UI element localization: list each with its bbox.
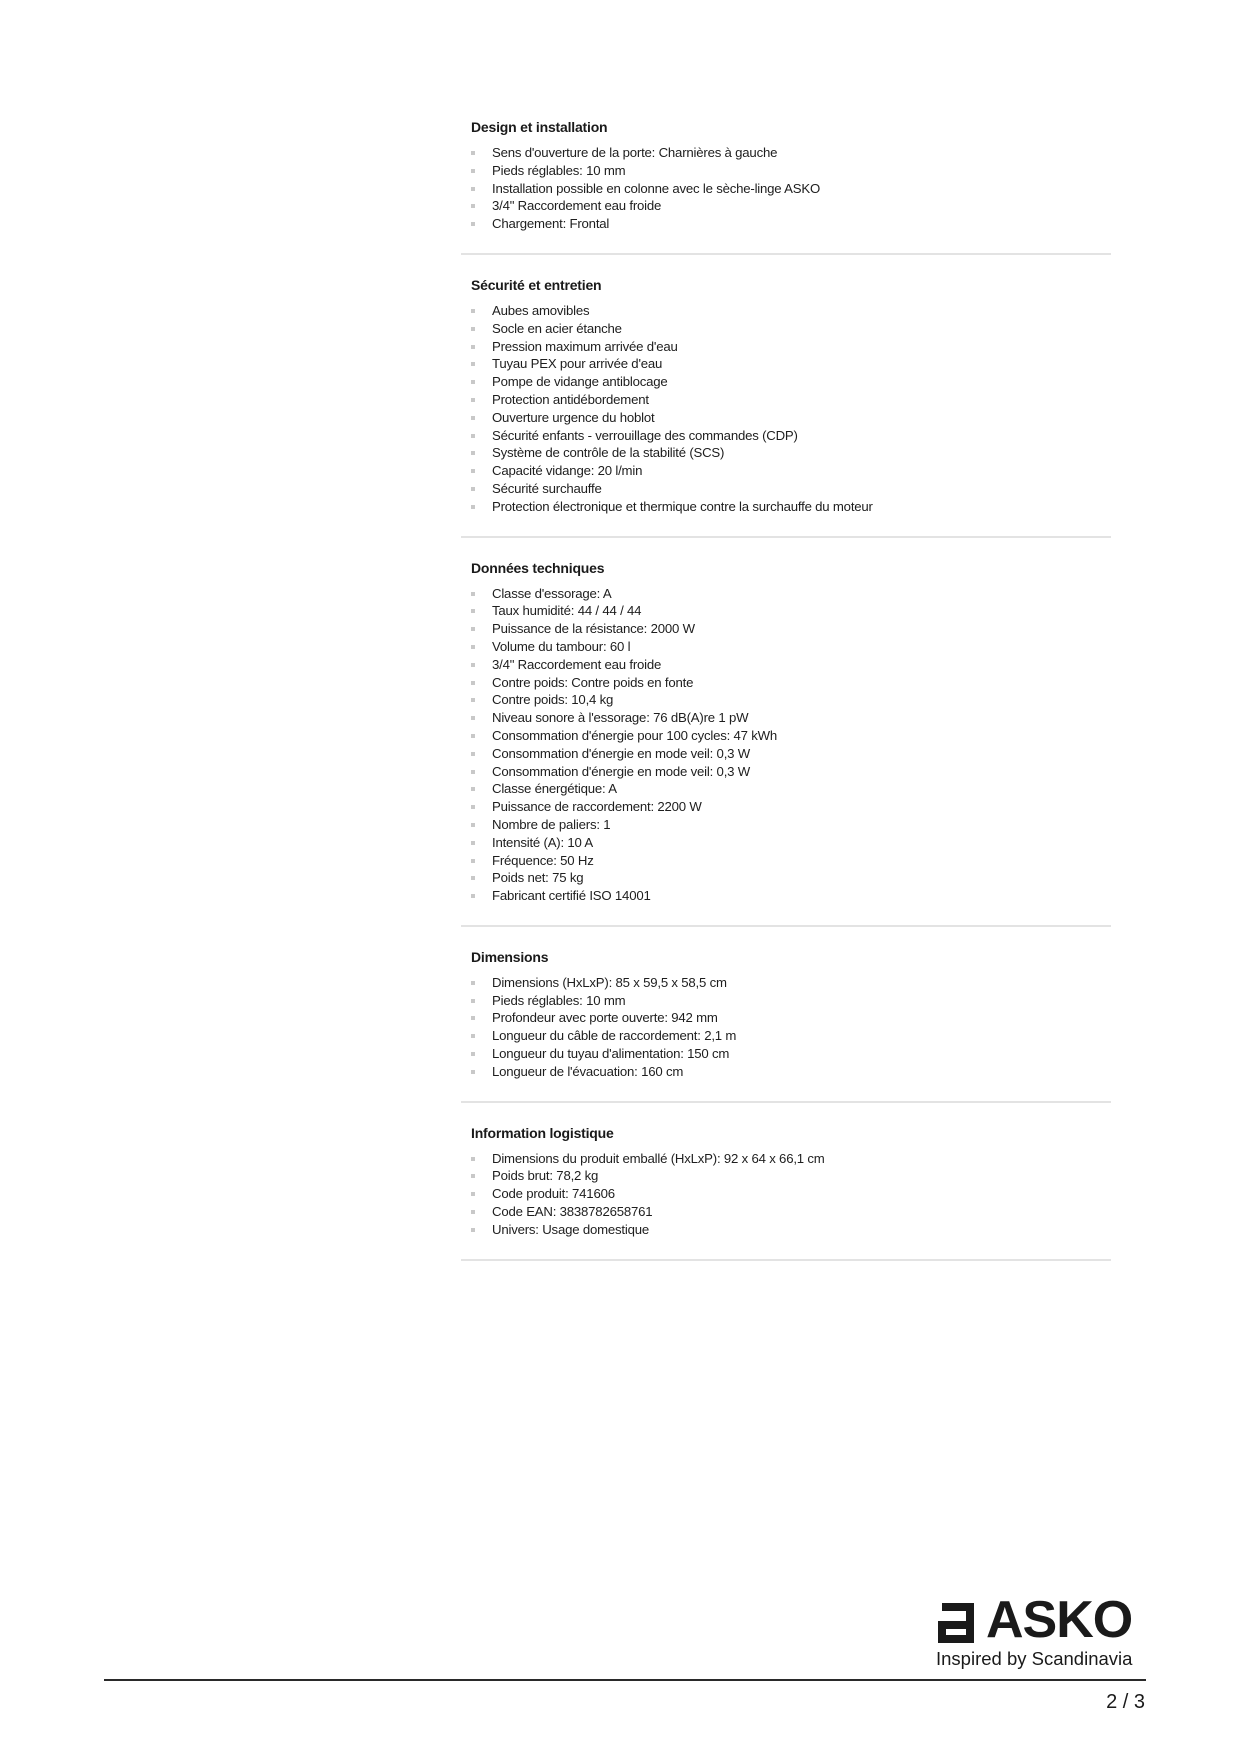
list-item xyxy=(471,1045,1111,1063)
bullet-icon xyxy=(471,645,475,649)
bullet-icon xyxy=(471,1210,475,1214)
list-item xyxy=(471,852,1111,870)
list-item-text: Installation possible en colonne avec le sèche-linge ASKO xyxy=(492,180,821,196)
list-item-text: Longueur de l'évacuation: 160 cm xyxy=(492,1063,684,1079)
list-item xyxy=(471,1063,1111,1081)
footer-divider xyxy=(104,1679,1146,1681)
spec-list xyxy=(471,974,1111,1081)
bullet-icon xyxy=(471,1052,475,1056)
list-item-text: Pression maximum arrivée d'eau xyxy=(492,338,678,354)
bullet-icon xyxy=(471,1070,475,1074)
list-item-text: Volume du tambour: 60 l xyxy=(492,638,631,654)
list-item-text: Sens d'ouverture de la porte: Charnières à gauche xyxy=(492,145,778,160)
list-item-text: Protection électronique et thermique contre la surchauffe du moteur xyxy=(492,498,873,514)
section-title: Données techniques xyxy=(471,559,605,576)
bullet-icon xyxy=(471,698,475,702)
list-item-text: Tuyau PEX pour arrivée d'eau xyxy=(492,356,663,372)
list-item xyxy=(471,798,1111,816)
list-item-text: Capacité vidange: 20 l/min xyxy=(492,463,643,479)
bullet-icon xyxy=(471,999,475,1003)
bullet-icon xyxy=(471,1016,475,1020)
bullet-icon xyxy=(471,345,475,349)
spec-section xyxy=(461,559,1111,927)
spec-section xyxy=(461,1124,1111,1261)
list-item xyxy=(471,1027,1111,1045)
list-item-text: Fabricant certifié ISO 14001 xyxy=(492,888,651,904)
list-item xyxy=(471,602,1111,620)
section-title: Dimensions xyxy=(471,948,549,965)
list-item xyxy=(471,144,1111,162)
list-item xyxy=(471,709,1111,727)
list-item xyxy=(471,656,1111,674)
bullet-icon xyxy=(471,416,475,420)
list-item xyxy=(471,444,1111,462)
spec-sections xyxy=(461,118,1111,1282)
list-item-text: Code EAN: 3838782658761 xyxy=(492,1204,653,1220)
list-item-text: Profondeur avec porte ouverte: 942 mm xyxy=(492,1010,718,1026)
list-item xyxy=(471,1009,1111,1027)
bullet-icon xyxy=(471,1228,475,1232)
list-item xyxy=(471,1167,1111,1185)
bullet-icon xyxy=(471,187,475,191)
list-item xyxy=(471,763,1111,781)
list-item-text: Univers: Usage domestique xyxy=(492,1221,649,1237)
list-item xyxy=(471,1185,1111,1203)
list-item xyxy=(471,215,1111,233)
list-item-text: Taux humidité: 44 / 44 / 44 xyxy=(492,603,642,619)
list-item xyxy=(471,1203,1111,1221)
bullet-icon xyxy=(471,204,475,208)
list-item xyxy=(471,816,1111,834)
section-title: Sécurité et entretien xyxy=(471,276,602,293)
list-item xyxy=(471,355,1111,373)
bullet-icon xyxy=(471,770,475,774)
bullet-icon xyxy=(471,841,475,845)
list-item-text: Chargement: Frontal xyxy=(492,216,610,232)
list-item-text: Système de contrôle de la stabilité (SCS) xyxy=(492,445,725,461)
bullet-icon xyxy=(471,734,475,738)
list-item xyxy=(471,480,1111,498)
list-item-text: Consommation d'énergie en mode veil: 0,3 W xyxy=(492,745,751,761)
list-item xyxy=(471,320,1111,338)
bullet-icon xyxy=(471,169,475,173)
bullet-icon xyxy=(471,1174,475,1178)
list-item xyxy=(471,197,1111,215)
list-item xyxy=(471,180,1111,198)
list-item xyxy=(471,887,1111,905)
brand-tagline: Inspired by Scandinavia xyxy=(936,1648,1133,1669)
list-item xyxy=(471,427,1111,445)
list-item xyxy=(471,638,1111,656)
list-item xyxy=(471,780,1111,798)
brand-logo xyxy=(936,1591,1146,1669)
spec-list xyxy=(471,585,1111,905)
list-item-text: Classe énergétique: A xyxy=(492,781,617,797)
list-item xyxy=(471,1221,1111,1239)
spec-list xyxy=(471,144,1111,233)
bullet-icon xyxy=(471,894,475,898)
list-item-text: Nombre de paliers: 1 xyxy=(492,816,611,832)
list-item-text: Consommation d'énergie en mode veil: 0,3 W xyxy=(492,763,751,779)
bullet-icon xyxy=(471,823,475,827)
spec-section xyxy=(461,948,1111,1103)
bullet-icon xyxy=(471,380,475,384)
list-item xyxy=(471,498,1111,516)
list-item-text: Puissance de la résistance: 2000 W xyxy=(492,621,695,637)
list-item-text: Sécurité enfants - verrouillage des commandes (CDP) xyxy=(492,427,798,443)
bullet-icon xyxy=(471,327,475,331)
list-item-text: Consommation d'énergie pour 100 cycles: 47 kWh xyxy=(492,727,778,743)
list-item-text: Protection antidébordement xyxy=(492,391,649,407)
bullet-icon xyxy=(471,434,475,438)
list-item-text: Dimensions du produit emballé (HxLxP): 92 x 64 x 66,1 cm xyxy=(492,1150,825,1166)
list-item xyxy=(471,745,1111,763)
list-item xyxy=(471,462,1111,480)
list-item xyxy=(471,674,1111,692)
list-item-text: Pompe de vidange antiblocage xyxy=(492,374,668,390)
list-item-text: Longueur du câble de raccordement: 2,1 m xyxy=(492,1028,737,1044)
bullet-icon xyxy=(471,981,475,985)
bullet-icon xyxy=(471,752,475,756)
list-item-text: Poids net: 75 kg xyxy=(492,870,584,886)
list-item xyxy=(471,162,1111,180)
bullet-icon xyxy=(471,627,475,631)
list-item-text: Socle en acier étanche xyxy=(492,320,622,336)
list-item xyxy=(471,373,1111,391)
bullet-icon xyxy=(471,222,475,226)
list-item xyxy=(471,691,1111,709)
bullet-icon xyxy=(471,716,475,720)
list-item xyxy=(471,869,1111,887)
bullet-icon xyxy=(471,1034,475,1038)
list-item-text: Code produit: 741606 xyxy=(492,1186,615,1202)
list-item-text: Pieds réglables: 10 mm xyxy=(492,162,626,178)
bullet-icon xyxy=(471,592,475,596)
list-item-text: Dimensions (HxLxP): 85 x 59,5 x 58,5 cm xyxy=(492,974,727,990)
list-item-text: Longueur du tuyau d'alimentation: 150 cm xyxy=(492,1046,730,1062)
list-item-text: Intensité (A): 10 A xyxy=(492,834,594,850)
list-item-text: Sécurité surchauffe xyxy=(492,480,602,496)
list-item xyxy=(471,620,1111,638)
section-title: Information logistique xyxy=(471,1124,614,1141)
list-item xyxy=(471,727,1111,745)
list-item-text: 3/4" Raccordement eau froide xyxy=(492,198,662,214)
brand-name: ASKO xyxy=(986,1591,1133,1649)
list-item xyxy=(471,409,1111,427)
list-item xyxy=(471,391,1111,409)
list-item-text: Classe d'essorage: A xyxy=(492,585,612,601)
spec-section xyxy=(461,276,1111,538)
bullet-icon xyxy=(471,398,475,402)
list-item-text: Aubes amovibles xyxy=(492,302,590,318)
list-item-text: Niveau sonore à l'essorage: 76 dB(A)re 1 pW xyxy=(492,710,749,726)
list-item-text: Fréquence: 50 Hz xyxy=(492,852,594,868)
section-title: Design et installation xyxy=(471,119,608,135)
bullet-icon xyxy=(471,505,475,509)
bullet-icon xyxy=(471,362,475,366)
list-item xyxy=(471,834,1111,852)
list-item-text: Ouverture urgence du hoblot xyxy=(492,409,655,425)
bullet-icon xyxy=(471,487,475,491)
list-item-text: Poids brut: 78,2 kg xyxy=(492,1168,599,1184)
list-item-text: Contre poids: 10,4 kg xyxy=(492,692,614,708)
bullet-icon xyxy=(471,681,475,685)
bullet-icon xyxy=(471,1192,475,1196)
page-number: 2 / 3 xyxy=(1106,1691,1145,1713)
bullet-icon xyxy=(471,309,475,313)
list-item xyxy=(471,302,1111,320)
bullet-icon xyxy=(471,451,475,455)
spec-section xyxy=(461,118,1111,255)
bullet-icon xyxy=(471,663,475,667)
list-item-text: Pieds réglables: 10 mm xyxy=(492,992,626,1008)
list-item xyxy=(471,585,1111,603)
list-item xyxy=(471,974,1111,992)
spec-list xyxy=(471,1150,1111,1239)
bullet-icon xyxy=(471,609,475,613)
list-item-text: Contre poids: Contre poids en fonte xyxy=(492,674,694,690)
spec-list xyxy=(471,302,1111,516)
bullet-icon xyxy=(471,805,475,809)
bullet-icon xyxy=(471,469,475,473)
bullet-icon xyxy=(471,1157,475,1161)
list-item xyxy=(471,338,1111,356)
bullet-icon xyxy=(471,859,475,863)
bullet-icon xyxy=(471,876,475,880)
asko-logo-mark-icon xyxy=(936,1603,976,1643)
bullet-icon xyxy=(471,787,475,791)
list-item-text: Puissance de raccordement: 2200 W xyxy=(492,799,702,815)
list-item xyxy=(471,1150,1111,1168)
list-item-text: 3/4" Raccordement eau froide xyxy=(492,656,662,672)
bullet-icon xyxy=(471,151,475,155)
list-item xyxy=(471,992,1111,1010)
